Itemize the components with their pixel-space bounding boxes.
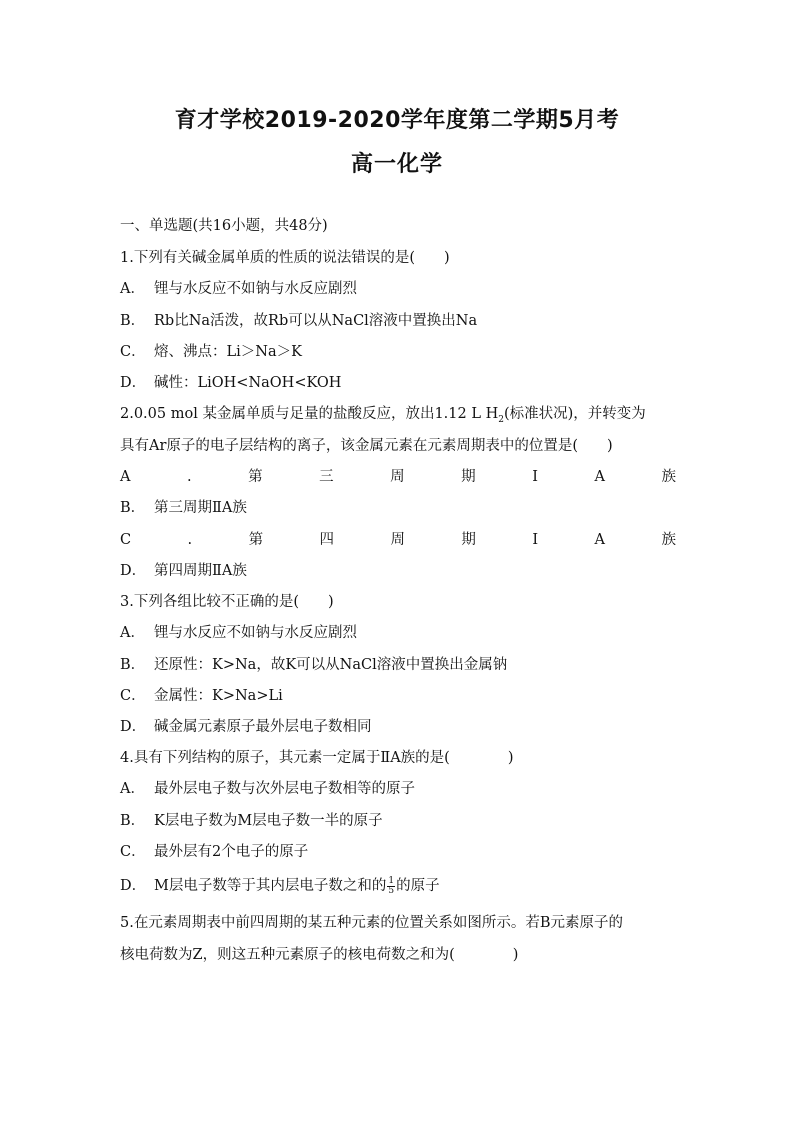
option-char: 周 <box>390 469 405 485</box>
option-text: K层电子数为M层电子数一半的原子 <box>154 813 383 829</box>
question-4-option-d <box>120 876 440 896</box>
question-1-stem: 1.下列有关碱金属单质的性质的说法错误的是( ) <box>120 250 450 266</box>
option-label: D． <box>120 563 147 579</box>
question-4-option-c <box>120 842 308 862</box>
option-text: 碱性：LiOH<NaOH<KOH <box>154 375 342 391</box>
option-text: 最外层有2个电子的原子 <box>154 844 309 860</box>
option-char: A <box>594 532 605 548</box>
question-1-option-a <box>120 279 357 299</box>
section-heading: 一、单选题(共16小题，共48分) <box>120 218 328 234</box>
option-char: Ⅰ <box>532 532 539 548</box>
question-3-stem: 3.下列各组比较不正确的是( ) <box>120 594 334 610</box>
option-text: 第四周期ⅡA族 <box>154 563 247 579</box>
question-3-option-a <box>120 623 357 643</box>
option-char: C <box>120 532 132 548</box>
question-3-option-d <box>120 717 372 737</box>
stem-part: 2.0.05 mol 某金属单质与足量的盐酸反应，放出1.12 L H <box>120 406 499 422</box>
option-text: 还原性：K>Na，故K可以从NaCl溶液中置换出金属钠 <box>154 657 508 673</box>
option-label: D． <box>120 719 147 735</box>
option-char: 周 <box>390 532 405 548</box>
option-char: Ⅰ <box>532 469 538 485</box>
option-char: 三 <box>319 469 334 485</box>
option-label: A． <box>120 781 145 797</box>
stem-part: (标准状况)，并转变为 <box>503 406 646 422</box>
subject-title: 高一化学 <box>350 152 443 177</box>
option-text: 的原子 <box>396 878 440 894</box>
exam-title: 育才学校2019-2020学年度第二学期5月考 <box>174 108 620 133</box>
option-char: 期 <box>461 532 476 548</box>
fraction <box>387 877 395 896</box>
question-3-option-c <box>120 686 283 706</box>
option-text: 锂与水反应不如钠与水反应剧烈 <box>154 625 357 641</box>
option-char: 第 <box>248 532 264 548</box>
option-label: C． <box>120 688 146 704</box>
option-label: B． <box>120 657 146 673</box>
option-text: 金属性：K>Na>Li <box>154 688 283 704</box>
option-char: 四 <box>319 532 335 548</box>
question-5-stem: 5.在元素周期表中前四周期的某五种元素的位置关系如图所示。若B元素原子的 <box>120 915 623 931</box>
question-1-option-c <box>120 342 302 362</box>
option-text: M层电子数等于其内层电子数之和的 <box>154 878 387 894</box>
option-label: A． <box>120 281 145 297</box>
subscript: 2 <box>498 414 504 425</box>
option-char: A <box>594 469 605 485</box>
option-text: Rb比Na活泼，故Rb可以从NaCl溶液中置换出Na <box>154 313 478 329</box>
option-char: 族 <box>661 469 676 485</box>
option-char: A <box>120 469 131 485</box>
option-text: 第三周期ⅡA族 <box>154 500 247 516</box>
option-label: D． <box>120 878 147 894</box>
question-2-option-b <box>120 498 247 518</box>
question-4-stem: 4.具有下列结构的原子，其元素一定属于ⅡA族的是( ) <box>120 750 514 766</box>
question-5-stem-line2: 核电荷数为Z，则这五种元素原子的核电荷数之和为( ) <box>120 947 519 963</box>
option-label: B． <box>120 813 146 829</box>
question-4-option-a <box>120 779 415 799</box>
option-label: B． <box>120 313 146 329</box>
option-char: . <box>187 469 192 485</box>
option-text: 熔、沸点：Li＞Na＞K <box>154 344 302 360</box>
option-text: 最外层电子数与次外层电子数相等的原子 <box>154 781 415 797</box>
option-char: 第 <box>248 469 263 485</box>
option-char: . <box>187 532 193 548</box>
option-char: 期 <box>461 469 476 485</box>
fraction-numerator: 1 <box>388 875 395 886</box>
option-text: 锂与水反应不如钠与水反应剧烈 <box>154 281 357 297</box>
question-2-stem <box>120 404 646 430</box>
question-1-option-b <box>120 311 477 331</box>
question-3-option-b <box>120 655 507 675</box>
option-label: D． <box>120 375 147 391</box>
question-2-option-d <box>120 561 247 581</box>
question-2-stem-line2: 具有Ar原子的电子层结构的离子，该金属元素在元素周期表中的位置是( ) <box>120 438 613 454</box>
option-label: A． <box>120 625 145 641</box>
option-label: B． <box>120 500 146 516</box>
option-label: C． <box>120 344 146 360</box>
question-2-option-c <box>120 530 676 550</box>
question-1-option-d <box>120 373 341 393</box>
option-label: C． <box>120 844 146 860</box>
option-char: 族 <box>661 532 676 548</box>
question-4-option-b <box>120 811 383 831</box>
question-2-option-a <box>120 467 676 487</box>
option-text: 碱金属元素原子最外层电子数相同 <box>154 719 372 735</box>
fraction-denominator: 5 <box>388 885 395 896</box>
